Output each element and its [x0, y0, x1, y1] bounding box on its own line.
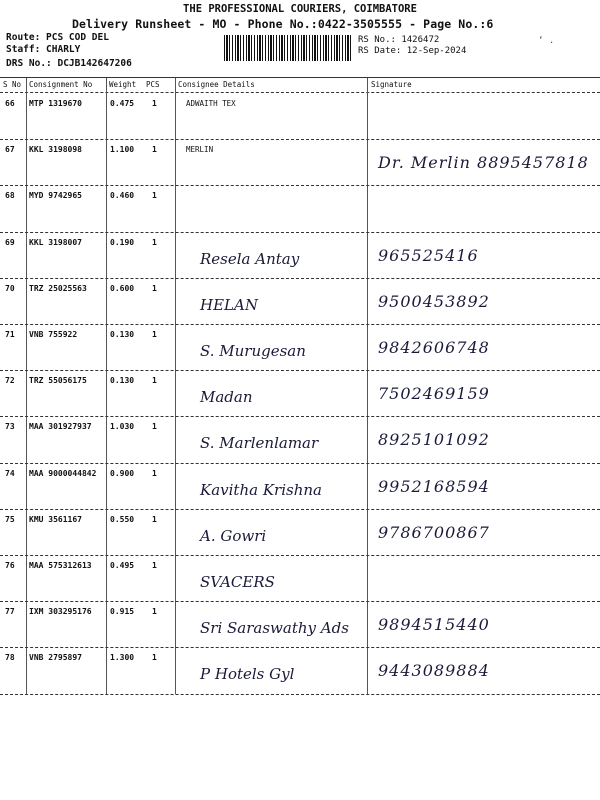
row-pcs: 1 [152, 283, 157, 293]
row-sno: 71 [5, 330, 15, 339]
row-pcs: 1 [152, 514, 157, 524]
row-divider [0, 370, 600, 371]
row-sno: 78 [5, 653, 15, 663]
staff-label: Staff: CHARLY [6, 44, 81, 55]
row-pcs: 1 [152, 330, 157, 339]
row-weight: 0.600 [110, 283, 135, 293]
row-consignment: MYD 9742965 [29, 191, 82, 201]
row-pcs: 1 [152, 376, 157, 386]
row-divider [0, 647, 600, 648]
row-pcs: 1 [152, 237, 157, 247]
row-sno: 66 [5, 99, 15, 108]
row-divider [0, 555, 600, 556]
col-header-sno: S No [3, 80, 22, 89]
row-weight: 0.460 [110, 191, 135, 201]
row-signature: 9500453892 [378, 291, 490, 311]
scan-mark: ‘ . [538, 36, 555, 46]
row-handwritten-name: S. Marlenlamar [200, 434, 319, 453]
row-weight: 0.915 [110, 607, 135, 617]
row-consignment: MAA 9000044842 [29, 468, 97, 478]
row-pcs: 1 [152, 145, 157, 155]
route-label: Route: PCS COD DEL [6, 32, 109, 43]
row-weight: 0.190 [110, 237, 135, 247]
row-weight: 1.100 [110, 145, 135, 155]
row-consignment: IXM 303295176 [29, 607, 92, 617]
row-divider [0, 694, 600, 695]
row-handwritten-name: Sri Saraswathy Ads [200, 619, 349, 638]
row-weight: 0.475 [110, 99, 135, 108]
rs-date: RS Date: 12-Sep-2024 [358, 46, 467, 56]
row-signature: 8925101092 [378, 430, 490, 450]
row-weight: 0.130 [110, 376, 135, 386]
row-handwritten-name: Madan [200, 388, 253, 407]
row-divider [0, 139, 600, 140]
row-handwritten-name: A. Gowri [200, 526, 267, 545]
row-consignee: MERLIN [186, 145, 214, 155]
row-consignment: TRZ 25025563 [29, 283, 87, 293]
row-handwritten-name: S. Murugesan [200, 342, 306, 360]
drs-label: DRS No.: DCJB142647206 [6, 58, 132, 69]
row-consignment: MAA 575312613 [29, 561, 92, 570]
row-weight: 1.030 [110, 422, 135, 432]
row-pcs: 1 [152, 561, 157, 570]
row-consignment: KKL 3198098 [29, 145, 82, 155]
col-header-signature: Signature [371, 80, 412, 89]
col-header-pcs: PCS [146, 80, 160, 89]
row-signature: 9894515440 [378, 615, 490, 635]
row-sno: 73 [5, 422, 15, 432]
row-consignment: VNB 2795897 [29, 653, 82, 663]
row-signature: 9952168594 [378, 476, 490, 496]
row-signature: 9443089884 [378, 661, 490, 681]
row-handwritten-name: SVACERS [200, 573, 275, 591]
row-handwritten-name: Kavitha Krishna [200, 480, 322, 499]
row-divider [0, 509, 600, 510]
row-consignment: KKL 3198007 [29, 237, 82, 247]
row-divider [0, 185, 600, 186]
row-divider [0, 324, 600, 325]
row-signature: 9842606748 [378, 338, 490, 357]
row-consignment: KMU 3561167 [29, 514, 82, 524]
row-sno: 72 [5, 376, 15, 386]
row-sno: 74 [5, 468, 15, 478]
row-weight: 0.130 [110, 330, 135, 339]
col-header-weight: Weight [109, 80, 137, 89]
row-handwritten-name: HELAN [200, 295, 258, 314]
row-consignment: MTP 1319670 [29, 99, 82, 108]
row-pcs: 1 [152, 99, 157, 108]
rs-number: RS No.: 1426472 [358, 35, 440, 45]
row-weight: 0.900 [110, 468, 135, 478]
row-consignment: MAA 301927937 [29, 422, 92, 432]
row-signature: 7502469159 [378, 384, 490, 404]
company-title: THE PROFESSIONAL COURIERS, COIMBATORE [183, 3, 417, 15]
row-handwritten-name: Resela Antay [200, 249, 300, 268]
row-sno: 68 [5, 191, 15, 201]
row-sno: 69 [5, 237, 15, 247]
row-pcs: 1 [152, 653, 157, 663]
row-signature: 9786700867 [378, 522, 490, 542]
row-consignment: VNB 755922 [29, 330, 78, 339]
col-header-consignment: Consignment No [29, 80, 93, 89]
row-sno: 76 [5, 561, 15, 570]
row-pcs: 1 [152, 468, 157, 478]
row-consignment: TRZ 55056175 [29, 376, 87, 386]
barcode [224, 35, 352, 61]
row-sno: 70 [5, 283, 15, 293]
row-pcs: 1 [152, 191, 157, 201]
row-divider [0, 601, 600, 602]
row-consignee: ADWAITH TEX [186, 99, 236, 108]
row-sno: 75 [5, 514, 15, 524]
row-signature: Dr. Merlin 8895457818 [378, 153, 589, 173]
row-sno: 67 [5, 145, 15, 155]
row-weight: 1.300 [110, 653, 135, 663]
header-divider [0, 92, 600, 93]
row-sno: 77 [5, 607, 15, 617]
row-divider [0, 278, 600, 279]
row-divider [0, 232, 600, 233]
row-weight: 0.495 [110, 561, 135, 570]
row-weight: 0.550 [110, 514, 135, 524]
row-handwritten-name: P Hotels Gyl [200, 665, 295, 684]
row-pcs: 1 [152, 607, 157, 617]
row-signature: 965525416 [378, 245, 479, 265]
row-divider [0, 463, 600, 464]
row-pcs: 1 [152, 422, 157, 432]
table-top-border [0, 77, 600, 78]
runsheet-title: Delivery Runsheet - MO - Phone No.:0422-3505555 - Page No.:6 [72, 17, 494, 31]
col-header-consignee: Consignee Details [178, 80, 255, 89]
row-divider [0, 416, 600, 417]
